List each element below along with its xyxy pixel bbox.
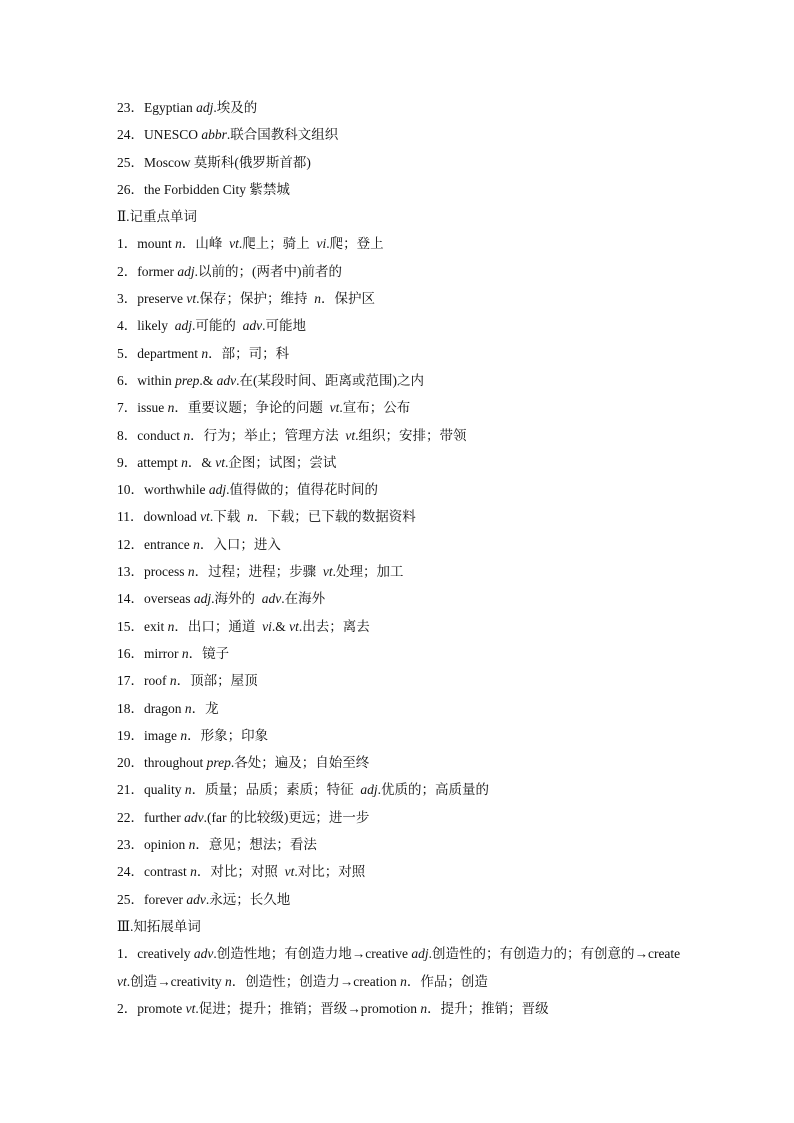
entry-text: ．作品；创造 xyxy=(406,973,488,989)
part-of-speech: n xyxy=(187,564,195,580)
vocabulary-list xyxy=(117,94,687,1022)
entry-text: 12．entrance xyxy=(117,536,194,552)
vocab-entry xyxy=(117,258,687,285)
vocab-entry xyxy=(117,613,687,640)
entry-text: ．行为；举止；管理方法 xyxy=(190,427,346,443)
part-of-speech: n xyxy=(180,727,188,743)
entry-text: ．对比；对照 xyxy=(196,864,285,880)
entry-text: ．意见；想法；看法 xyxy=(195,837,317,853)
entry-text: 1．creatively xyxy=(117,946,194,962)
vocab-entry xyxy=(117,121,687,148)
vocab-entry xyxy=(117,940,687,967)
part-of-speech: adj xyxy=(196,100,214,115)
part-of-speech: prep xyxy=(206,755,231,771)
entry-text: .创造性地；有创造力地→creative xyxy=(213,946,412,962)
entry-text: ．顶部；屋顶 xyxy=(176,673,258,689)
part-of-speech: n xyxy=(400,973,407,989)
part-of-speech: vt xyxy=(200,509,210,525)
entry-text: .(far 的比较级)更远；进一步 xyxy=(203,809,370,825)
entry-text: 21．quality xyxy=(117,782,185,798)
part-of-speech: vt xyxy=(289,618,299,634)
entry-text: .各处；遍及；自始至终 xyxy=(230,755,370,771)
part-of-speech: vt xyxy=(186,291,197,307)
part-of-speech: n xyxy=(183,427,191,443)
entry-text: 24．contrast xyxy=(117,864,191,880)
part-of-speech: n xyxy=(314,291,321,307)
entry-text: .企图；试图；尝试 xyxy=(225,454,337,470)
part-of-speech: n xyxy=(169,673,177,689)
entry-text: ．重要议题；争论的问题 xyxy=(174,400,330,416)
vocab-entry xyxy=(117,503,687,530)
part-of-speech: n xyxy=(181,454,188,470)
vocab-entry xyxy=(117,749,687,776)
entry-text: 25．forever xyxy=(117,891,187,907)
entry-text: .下载 xyxy=(209,509,247,525)
entry-text: .永远；长久地 xyxy=(205,891,291,907)
entry-text: .创造性的；有创造力的；有创意的→create xyxy=(428,946,681,962)
entry-text: 2．former xyxy=(117,263,178,279)
entry-text: 10．worthwhile xyxy=(117,482,209,498)
vocab-entry xyxy=(117,285,687,312)
entry-text: .处理；加工 xyxy=(332,564,404,580)
vocab-entry xyxy=(117,149,687,176)
entry-text: .优质的；高质量的 xyxy=(377,782,490,798)
entry-text: .& xyxy=(271,618,290,634)
part-of-speech: adj xyxy=(411,946,429,962)
vocab-entry xyxy=(117,858,687,885)
vocab-entry xyxy=(117,531,687,558)
vocab-entry xyxy=(117,776,687,803)
entry-text: ．创造性；创造力→creation xyxy=(231,973,401,989)
part-of-speech: adj xyxy=(174,318,193,334)
entry-text: .海外的 xyxy=(211,591,262,607)
part-of-speech: n xyxy=(167,400,175,416)
entry-text: 24．UNESCO xyxy=(117,127,202,143)
entry-text: .爬上；骑上 xyxy=(238,236,317,252)
part-of-speech: adj xyxy=(193,591,212,607)
part-of-speech: vt xyxy=(345,427,356,443)
entry-text: .宣布；公布 xyxy=(339,400,411,416)
part-of-speech: vt xyxy=(329,400,340,416)
vocab-entry xyxy=(117,831,687,858)
entry-text: 23．Egyptian xyxy=(117,100,197,115)
entry-text: .出去；离去 xyxy=(298,618,370,634)
part-of-speech: n xyxy=(420,1000,428,1016)
entry-text: ．山峰 xyxy=(181,236,230,252)
part-of-speech: adv xyxy=(261,591,282,607)
entry-text: 17．roof xyxy=(117,673,170,689)
entry-text: 23．opinion xyxy=(117,837,189,853)
entry-text: ．入口；进入 xyxy=(199,536,281,552)
part-of-speech: n xyxy=(184,782,192,798)
vocab-entry xyxy=(117,640,687,667)
vocab-entry xyxy=(117,312,687,339)
part-of-speech: vt xyxy=(322,564,333,580)
entry-text: .组织；安排；带领 xyxy=(355,427,467,443)
entry-text: 9．attempt xyxy=(117,454,182,470)
vocab-entry xyxy=(117,695,687,722)
part-of-speech: n xyxy=(193,536,200,552)
part-of-speech: n xyxy=(175,236,182,252)
entry-text: ．质量；品质；素质；特征 xyxy=(191,782,361,798)
vocab-entry xyxy=(117,449,687,476)
entry-text: 13．process xyxy=(117,564,188,580)
entry-text: .联合国教科文组织 xyxy=(226,127,339,143)
entry-text: 20．throughout xyxy=(117,755,207,771)
entry-text: ．形象；印象 xyxy=(187,727,269,743)
entry-text: 4．likely xyxy=(117,318,175,334)
entry-text: .埃及的 xyxy=(213,100,258,115)
part-of-speech: vi xyxy=(262,618,272,634)
entry-text: 7．issue xyxy=(117,400,168,416)
entry-text: ．过程；进程；步骤 xyxy=(194,564,323,580)
entry-text: .促进；提升；推销；晋级→promotion xyxy=(195,1000,421,1016)
entry-text: 11．download xyxy=(117,509,201,525)
part-of-speech: n xyxy=(184,700,192,716)
entry-text: 5．department xyxy=(117,345,202,361)
entry-text: .在(某段时间、距离或范围)之内 xyxy=(236,372,425,388)
entry-text: .保存；保护；维持 xyxy=(196,291,315,307)
vocab-entry xyxy=(117,230,687,257)
part-of-speech: prep xyxy=(175,372,200,388)
vocab-entry xyxy=(117,804,687,831)
entry-text: ．保护区 xyxy=(320,291,375,307)
entry-text: ．出口；通道 xyxy=(174,618,263,634)
part-of-speech: adv xyxy=(216,372,237,388)
entry-text: 19．image xyxy=(117,727,181,743)
entry-text: .可能的 xyxy=(192,318,243,334)
vocab-entry xyxy=(117,667,687,694)
part-of-speech: n xyxy=(190,864,197,880)
entry-text: 22．further xyxy=(117,809,185,825)
entry-text: ．下载；已下载的数据资料 xyxy=(253,509,416,525)
entry-text: .& xyxy=(199,372,217,388)
part-of-speech: adv xyxy=(186,891,206,907)
vocab-entry xyxy=(117,367,687,394)
entry-text: .值得做的；值得花时间的 xyxy=(226,482,379,498)
part-of-speech: n xyxy=(167,618,175,634)
entry-text: 2．promote xyxy=(117,1000,186,1016)
entry-text: .可能地 xyxy=(262,318,307,334)
vocab-entry xyxy=(117,476,687,503)
entry-text: ．镜子 xyxy=(188,645,230,661)
part-of-speech: adv xyxy=(184,809,204,825)
entry-text: 1．mount xyxy=(117,236,176,252)
entry-text: 18．dragon xyxy=(117,700,185,716)
entry-text: .在海外 xyxy=(281,591,326,607)
part-of-speech: n xyxy=(201,345,209,361)
entry-text: 14．overseas xyxy=(117,591,194,607)
entry-text: 8．conduct xyxy=(117,427,184,443)
entry-text: 6．within xyxy=(117,372,176,388)
entry-text: 25．Moscow 莫斯科(俄罗斯首都) xyxy=(117,154,311,170)
vocab-entry xyxy=(117,886,687,913)
vocab-entry xyxy=(117,558,687,585)
part-of-speech: adj xyxy=(360,782,378,798)
entry-text: 15．exit xyxy=(117,618,168,634)
part-of-speech: n xyxy=(188,837,196,853)
part-of-speech: n xyxy=(247,509,254,525)
vocab-entry xyxy=(117,394,687,421)
vocab-entry xyxy=(117,94,687,121)
vocab-entry xyxy=(117,995,687,1022)
entry-text: .爬；登上 xyxy=(326,236,384,252)
part-of-speech: adv xyxy=(242,318,263,334)
section-heading xyxy=(117,913,687,940)
part-of-speech: vt xyxy=(215,454,226,470)
vocab-entry xyxy=(117,722,687,749)
entry-text: .创造→creativity xyxy=(126,973,225,989)
part-of-speech: adj xyxy=(208,482,227,498)
vocab-entry xyxy=(117,422,687,449)
part-of-speech: vt xyxy=(117,973,127,989)
entry-text: Ⅲ.知拓展单词 xyxy=(117,918,201,934)
part-of-speech: abbr xyxy=(201,127,227,143)
part-of-speech: vt xyxy=(229,236,239,252)
part-of-speech: adv xyxy=(193,946,214,962)
entry-text: ．& xyxy=(187,454,216,470)
entry-text: .以前的；(两者中)前者的 xyxy=(194,263,342,279)
part-of-speech: n xyxy=(181,645,189,661)
entry-text: Ⅱ.记重点单词 xyxy=(117,209,198,225)
part-of-speech: vi xyxy=(316,236,327,252)
entry-text: .对比；对照 xyxy=(294,864,366,880)
part-of-speech: vt xyxy=(284,864,295,880)
vocab-entry xyxy=(117,585,687,612)
entry-text: ．龙 xyxy=(191,700,219,716)
entry-text: 16．mirror xyxy=(117,645,182,661)
part-of-speech: n xyxy=(224,973,232,989)
entry-text: 3．preserve xyxy=(117,291,187,307)
vocab-entry xyxy=(117,176,687,203)
entry-text: ．部；司；科 xyxy=(208,345,290,361)
part-of-speech: adj xyxy=(177,263,195,279)
part-of-speech: vt xyxy=(185,1000,196,1016)
entry-text: ．提升；推销；晋级 xyxy=(427,1000,549,1016)
section-heading xyxy=(117,203,687,230)
vocab-entry xyxy=(117,968,687,995)
entry-text: 26．the Forbidden City 紫禁城 xyxy=(117,181,290,197)
vocab-entry xyxy=(117,340,687,367)
